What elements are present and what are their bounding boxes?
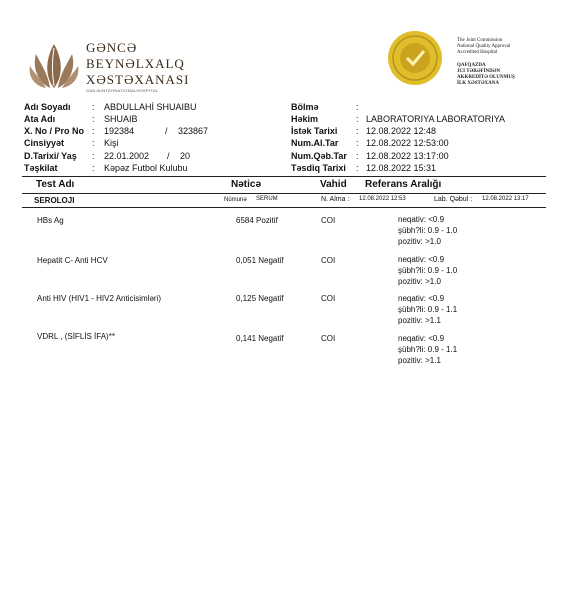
father-name-value: SHUAIB <box>104 114 138 124</box>
col-result: Nəticə <box>231 179 262 190</box>
accreditation-line2: National Quality Approval <box>457 44 511 49</box>
doctor-value: LABORATORIYA LABORATORIYA <box>366 114 506 124</box>
department-label: Bölmə <box>291 102 319 112</box>
colon: : <box>356 102 359 112</box>
accreditation-line7: İLK XƏSTƏXANA <box>457 81 499 86</box>
col-reference: Referans Aralığı <box>365 179 442 190</box>
section-title: SEROLOJI <box>34 196 75 205</box>
patient-name-label: Adı Soyadı <box>24 102 71 112</box>
pro-no-value: 323867 <box>178 126 209 136</box>
col-unit: Vahid <box>320 179 347 190</box>
sample-received-value: 12.08.2022 13:17:00 <box>366 151 449 161</box>
sample-taken-label: Num.Al.Tar <box>291 138 339 148</box>
colon: : <box>356 138 359 148</box>
lab-received-value: 12.08.2022 13:17 <box>482 196 529 202</box>
gender-label: Cinsiyyət <box>24 138 65 148</box>
lab-received-label: Lab. Qəbul : <box>434 196 473 203</box>
colon: : <box>356 163 359 173</box>
dob-value: 22.01.2002 <box>104 151 150 161</box>
accreditation-line6: AKKREDİTƏ OLUNMUŞ <box>457 75 515 80</box>
hospital-name-line2: BEYNƏLXALQ <box>86 56 185 71</box>
test-result: 6584 Pozitif <box>236 216 278 225</box>
ref-positive: pozitiv: >1.0 <box>398 277 441 286</box>
accreditation-line5: JCI TƏRƏFİNDƏN <box>457 69 501 74</box>
father-name-label: Ata Adı <box>24 114 56 124</box>
ref-negative: neqativ: <0.9 <box>398 294 445 303</box>
slash: / <box>165 126 168 136</box>
test-name: Hepatit C- Anti HCV <box>37 256 108 265</box>
approval-date-label: Təsdiq Tarixi <box>291 163 346 173</box>
section-rule <box>22 207 546 208</box>
ref-borderline: şübh?li: 0.9 - 1.1 <box>398 345 458 354</box>
request-date-value: 12.08.2022 12:48 <box>366 126 437 136</box>
sample-type-value: SERUM <box>256 196 278 202</box>
approval-date-value: 12.08.2022 15:31 <box>366 163 437 173</box>
colon: : <box>92 163 95 173</box>
slash: / <box>167 151 170 161</box>
collect-value: 12.08.2022 12:53 <box>359 196 406 202</box>
ref-borderline: şübh?li: 0.9 - 1.1 <box>398 305 458 314</box>
patient-no-label: X. No / Pro No <box>24 126 85 136</box>
sample-received-label: Num.Qəb.Tar <box>291 151 347 161</box>
hospital-name-line1: GƏNCƏ <box>86 40 138 55</box>
organization-value: Kəpəz Futbol Kulubu <box>104 163 188 173</box>
test-name: VDRL , (SİFLİS İFA)** <box>37 332 115 341</box>
hospital-logo-icon <box>28 38 80 92</box>
collect-label: N. Alma : <box>321 196 350 203</box>
accreditation-line1: The Joint Commission <box>457 38 503 43</box>
accreditation-line3: Accredited Hospital <box>457 50 498 55</box>
ref-borderline: şübh?li: 0.9 - 1.0 <box>398 226 458 235</box>
header-top-rule <box>22 176 546 177</box>
header-bottom-rule <box>22 193 546 194</box>
joint-commission-seal-icon <box>387 30 443 86</box>
gender-value: Kişi <box>104 138 119 148</box>
ref-negative: neqativ: <0.9 <box>398 255 445 264</box>
test-name: Anti HIV (HIV1 - HIV2 Anticisimləri) <box>37 294 162 303</box>
test-result: 0,125 Negatif <box>236 294 284 303</box>
ref-positive: pozitiv: >1.1 <box>398 356 441 365</box>
colon: : <box>92 102 95 112</box>
colon: : <box>356 126 359 136</box>
accreditation-line4: QAFQAZDA <box>457 63 486 68</box>
test-result: 0,051 Negatif <box>236 256 284 265</box>
ref-borderline: şübh?li: 0.9 - 1.0 <box>398 266 458 275</box>
ref-positive: pozitiv: >1.0 <box>398 237 441 246</box>
test-unit: COI <box>321 256 336 265</box>
hospital-name-line3: XƏSTƏXANASI <box>86 72 190 87</box>
test-unit: COI <box>321 294 336 303</box>
ref-positive: pozitiv: >1.1 <box>398 316 441 325</box>
sample-taken-value: 12.08.2022 12:53:00 <box>366 138 449 148</box>
request-date-label: İstək Tarixi <box>291 126 338 136</box>
hospital-name-subtitle: GANJAINTERNATIONALHOSPITAL <box>86 88 159 93</box>
sample-type-label: Nümunə <box>224 197 247 203</box>
colon: : <box>92 138 95 148</box>
age-value: 20 <box>180 151 191 161</box>
patient-no-value: 192384 <box>104 126 135 136</box>
patient-name-value: ABDULLAHİ SHUAIBU <box>104 102 197 112</box>
test-unit: COI <box>321 334 336 343</box>
dob-age-label: D.Tarixi/ Yaş <box>24 151 77 161</box>
ref-negative: neqativ: <0.9 <box>398 215 445 224</box>
colon: : <box>92 114 95 124</box>
col-test-name: Test Adı <box>36 179 75 190</box>
test-name: HBs Ag <box>37 216 64 225</box>
ref-negative: neqativ: <0.9 <box>398 334 445 343</box>
doctor-label: Həkim <box>291 114 319 124</box>
organization-label: Təşkilat <box>24 163 58 173</box>
colon: : <box>92 126 95 136</box>
colon: : <box>92 151 95 161</box>
test-unit: COI <box>321 216 336 225</box>
colon: : <box>356 114 359 124</box>
test-result: 0,141 Negatif <box>236 334 284 343</box>
colon: : <box>356 151 359 161</box>
